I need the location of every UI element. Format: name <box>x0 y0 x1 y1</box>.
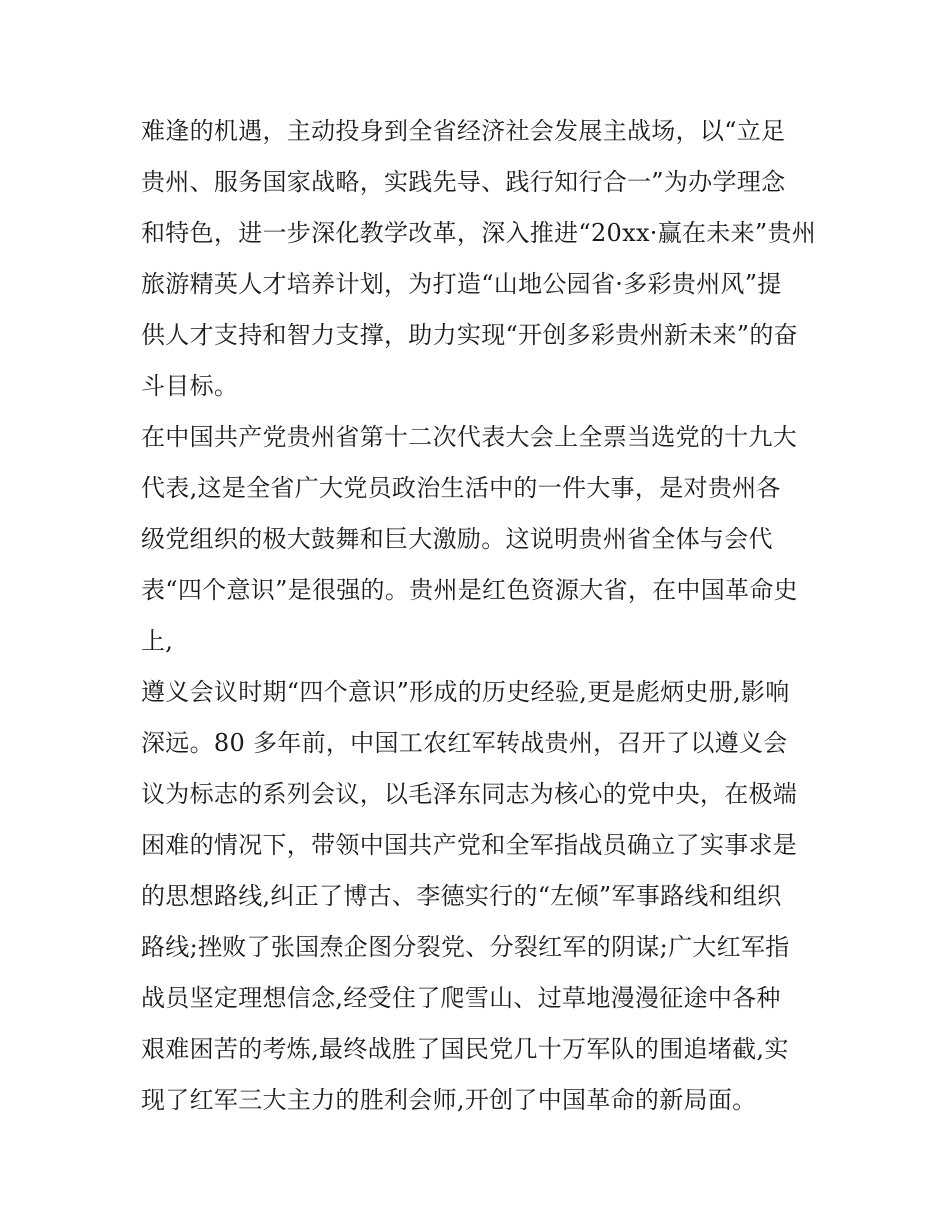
text-line: 级党组织的极大鼓舞和巨大激励。这说明贵州省全体与会代 <box>141 525 773 553</box>
text-line: 战员坚定理想信念,经受住了爬雪山、过草地漫漫征途中各种 <box>141 984 781 1012</box>
text-line: 议为标志的系列会议，以毛泽东同志为核心的党中央，在极端 <box>141 780 798 808</box>
text-line: 遵义会议时期“四个意识”形成的历史经验,更是彪炳史册,影响 <box>141 678 790 706</box>
text-line: 在中国共产党贵州省第十二次代表大会上全票当选党的十九大 <box>141 423 798 451</box>
text-line: 供人才支持和智力支撑，助力实现“开创多彩贵州新未来”的奋 <box>141 321 798 349</box>
text-line: 深远。80 多年前，中国工农红军转战贵州，召开了以遵义会 <box>141 729 788 757</box>
text-line: 现了红军三大主力的胜利会师,开创了中国革命的新局面。 <box>141 1086 757 1114</box>
text-line: 上, <box>141 627 174 655</box>
text-line: 路线;挫败了张国焘企图分裂党、分裂红军的阴谋;广大红军指 <box>141 933 790 961</box>
text-line: 表“四个意识”是很强的。贵州是红色资源大省，在中国革命史 <box>141 576 798 604</box>
text-line: 斗目标。 <box>141 372 239 400</box>
body-text <box>141 106 821 1126</box>
text-line: 的思想路线,纠正了博古、李德实行的“左倾”军事路线和组织 <box>141 882 782 910</box>
text-line: 贵州、服务国家战略，实践先导、践行知行合一”为办学理念 <box>141 168 786 196</box>
text-line: 困难的情况下，带领中国共产党和全军指战员确立了实事求是 <box>141 831 798 859</box>
text-line: 代表,这是全省广大党员政治生活中的一件大事，是对贵州各 <box>141 474 781 502</box>
text-line: 旅游精英人才培养计划，为打造“山地公园省·多彩贵州风”提 <box>141 270 782 298</box>
text-line: 难逢的机遇，主动投身到全省经济社会发展主战场，以“立足 <box>141 117 786 145</box>
text-line: 和特色，进一步深化教学改革，深入推进“20xx·赢在未来”贵州 <box>141 219 817 247</box>
text-line: 艰难困苦的考炼,最终战胜了国民党几十万军队的围追堵截,实 <box>141 1035 789 1063</box>
